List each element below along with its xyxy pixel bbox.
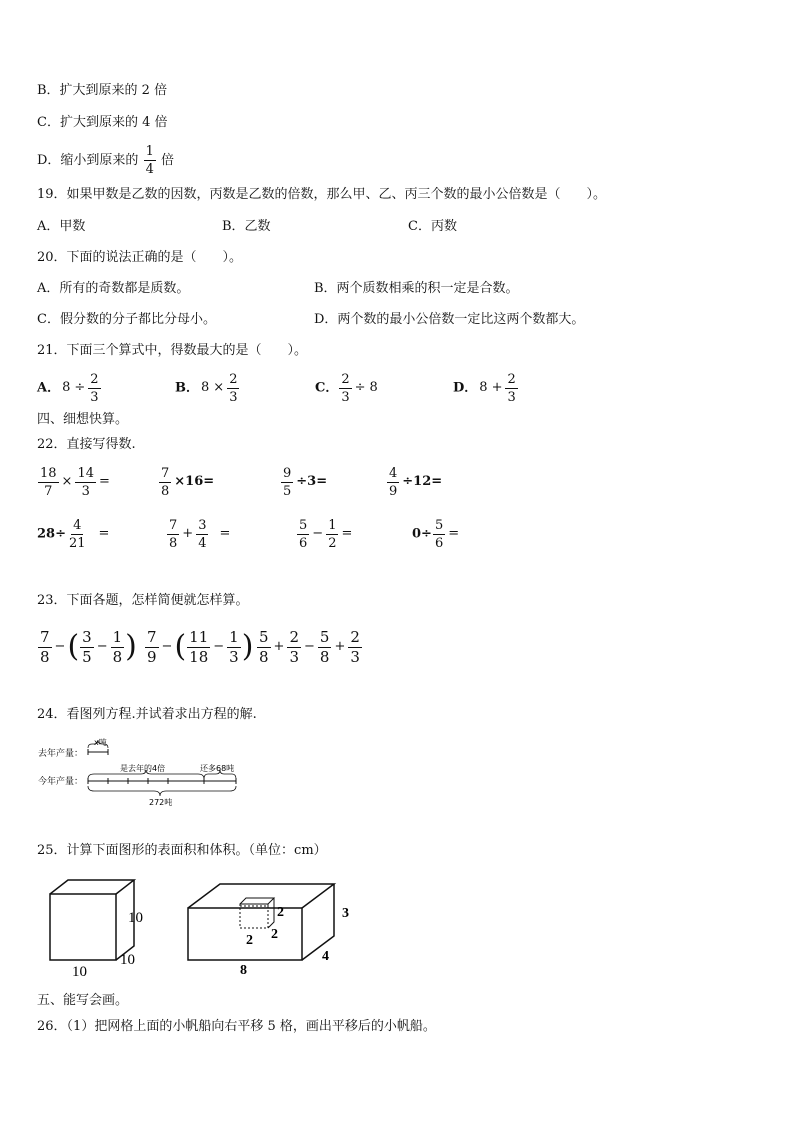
q25-stem: 25．计算下面图形的表面积和体积。（单位：cm）: [37, 843, 327, 858]
q21-option-d: D． 8 + $\frac{2}{3}$: [453, 371, 516, 405]
q25-box-depth: 4: [322, 949, 329, 964]
fraction: $\frac{1}{4}$: [145, 144, 154, 177]
q23-expr-3: $\frac{5}{8}$ + $\frac{2}{3}$ − $\frac{5}{8}$ + $\frac{2}{3}$: [259, 627, 360, 666]
q21-option-c: C． $\frac{2}{3}$ ÷ 8: [315, 371, 378, 405]
q24-stem: 24．看图列方程.并试着求出方程的解.: [37, 707, 257, 722]
q22-expr-1: $\frac{18}{7}$ × $\frac{14}{3}$ =: [40, 465, 110, 499]
q22-stem: 22．直接写得数.: [37, 437, 136, 452]
fraction: $\frac{2}{3}$: [341, 371, 350, 405]
q19-option-c: C．丙数: [408, 219, 457, 234]
q19-option-b: B．乙数: [222, 219, 271, 234]
q24-line-diagram: [36, 734, 256, 810]
q22-expr-7: $\frac{5}{6}$ − $\frac{1}{2}$ =: [299, 517, 353, 551]
q18-option-d-prefix: D．缩小到原来的: [37, 153, 139, 168]
q18-option-d: [37, 145, 174, 176]
q22-expr-4: $\frac{4}{9}$ ÷12=: [389, 465, 443, 499]
q24-times-label: 是去年的4倍: [120, 764, 166, 773]
q22-expr-2: $\frac{7}{8}$ ×16=: [161, 465, 215, 499]
fraction: $\frac{2}{3}$: [507, 371, 516, 405]
q21-option-b: B． 8 × $\frac{2}{3}$: [175, 371, 238, 405]
q24-last-year-label: 去年产量：: [38, 749, 84, 759]
q25-box-height: 3: [342, 906, 349, 921]
q25-figures: [44, 876, 374, 980]
q21-option-a: A． 8 ÷ $\frac{2}{3}$: [37, 371, 99, 405]
section-4-heading: 四、细想快算。: [37, 412, 129, 427]
q24-total-label: 272吨: [149, 798, 173, 807]
q18-option-c: C．扩大到原来的 4 倍: [37, 115, 168, 130]
q22-expr-3: $\frac{9}{5}$ ÷3=: [283, 465, 328, 499]
q25-cube-depth: 10: [120, 952, 135, 968]
fraction: $\frac{2}{3}$: [229, 371, 238, 405]
q20-option-c: C．假分数的分子都比分母小。: [37, 312, 216, 327]
q25-cube: [50, 880, 134, 960]
q20-option-b: B．两个质数相乘的积一定是合数。: [314, 281, 519, 296]
q18-option-b: B．扩大到原来的 2 倍: [37, 83, 168, 98]
q26-stem: 26．（1）把网格上面的小帆船向右平移 5 格，画出平移后的小帆船。: [37, 1019, 436, 1034]
q24-x-label: x吨: [94, 738, 107, 747]
q19-stem: 19．如果甲数是乙数的因数，丙数是乙数的倍数，那么甲、乙、丙三个数的最小公倍数是（ ）。: [37, 187, 607, 202]
q24-this-year-label: 今年产量：: [38, 777, 84, 787]
q25-cube-width: 10: [72, 964, 87, 980]
q24-more-label: 还多68吨: [200, 764, 235, 773]
q25-small-height: 2: [277, 905, 284, 920]
q23-expr-1: $\frac{7}{8}$ −( $\frac{3}{5}$ − $\frac{1}{8}$ ): [40, 627, 137, 666]
q25-small-width: 2: [246, 933, 253, 948]
q23-expr-2: $\frac{7}{9}$ −( $\frac{11}{18}$ − $\frac{1}{3}$ ): [147, 627, 254, 666]
fraction: $\frac{2}{3}$: [90, 371, 99, 405]
q23-stem: 23．下面各题，怎样简便就怎样算。: [37, 593, 249, 608]
q25-small-cube: [240, 898, 274, 928]
q22-expr-8: 0÷ $\frac{5}{6}$ =: [412, 517, 460, 551]
q25-small-depth: 2: [271, 927, 278, 942]
q24-times-brace: [88, 770, 204, 779]
q25-cube-height: 10: [128, 910, 143, 926]
q20-option-d: D．两个数的最小公倍数一定比这两个数都大。: [314, 312, 585, 327]
q20-option-a: A．所有的奇数都是质数。: [37, 281, 190, 296]
q24-total-brace: [88, 786, 236, 796]
q22-expr-5: 28÷ $\frac{4}{21}$ =: [37, 517, 110, 551]
q20-stem: 20．下面的说法正确的是（ ）。: [37, 250, 243, 265]
section-5-heading: 五、能写会画。: [37, 993, 129, 1008]
q18-option-d-suffix: 倍: [161, 153, 175, 168]
q25-cuboid: [188, 884, 334, 960]
q19-option-a: A．甲数: [37, 219, 86, 234]
q21-stem: 21．下面三个算式中，得数最大的是（ ）。: [37, 343, 308, 358]
q22-expr-6: $\frac{7}{8}$ + $\frac{3}{4}$ =: [169, 517, 231, 551]
q25-box-width: 8: [240, 963, 247, 978]
